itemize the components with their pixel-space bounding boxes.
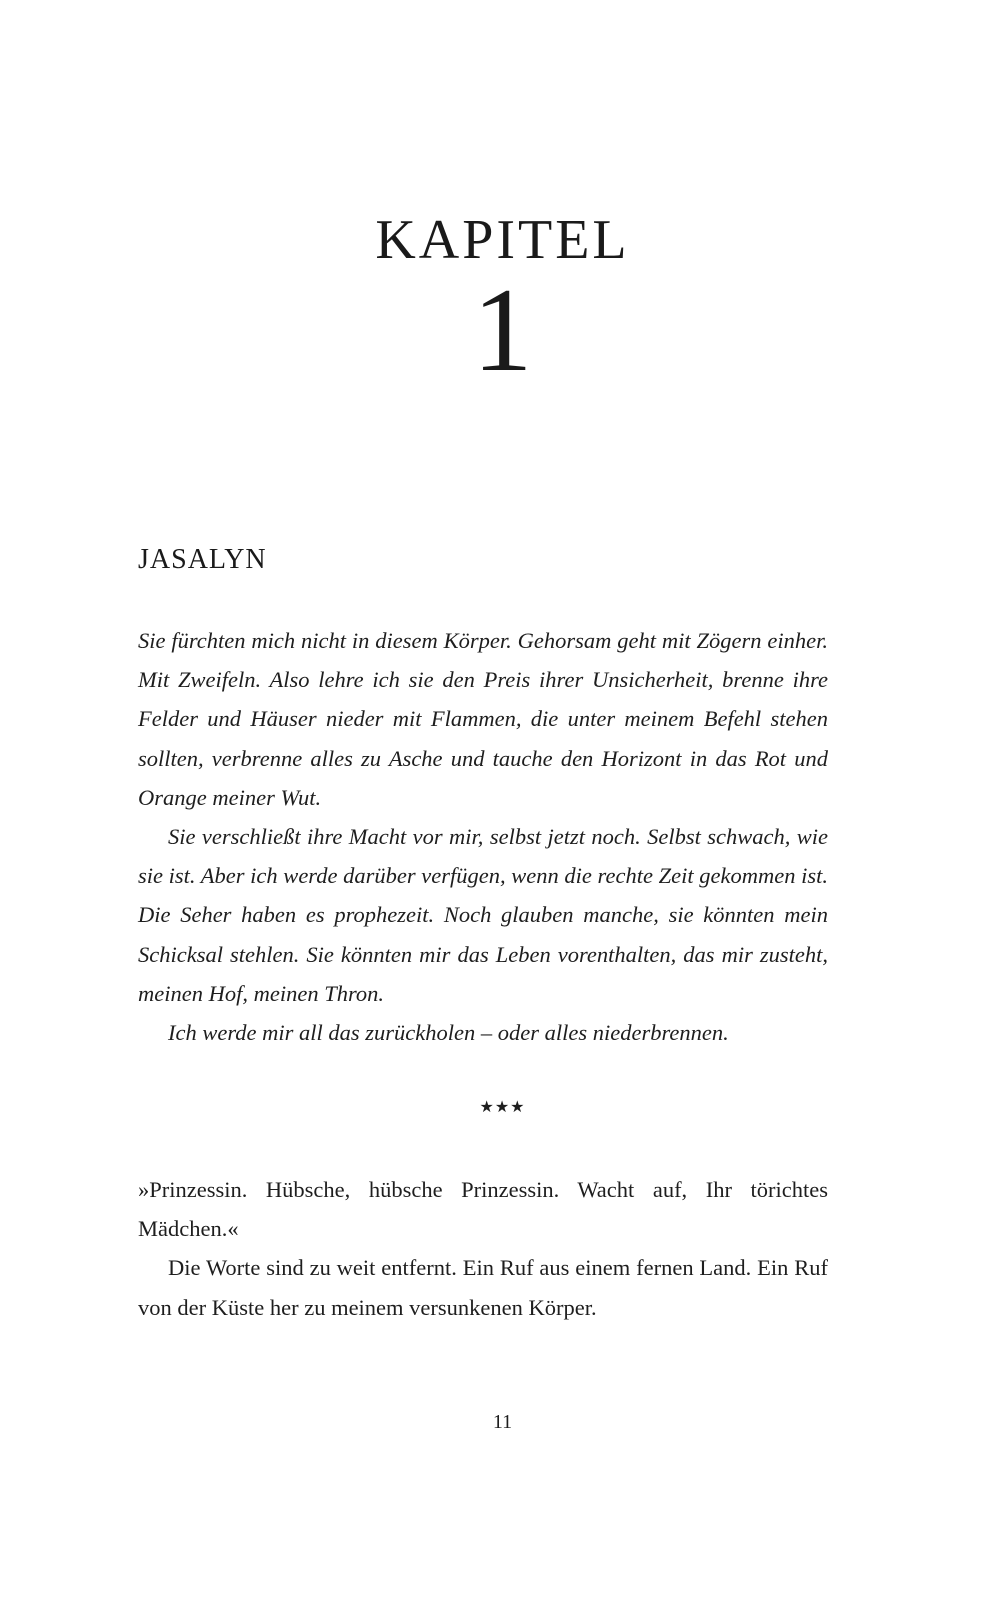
italic-paragraph: Sie verschließt ihre Macht vor mir, selbst jetzt noch. Selbst schwach, wie sie ist. Aber ich werde darüber verfügen, wenn die rechte Zeit gekommen ist. Die Seher haben es prophezeit. Noch glauben manche, sie könnten mein Schicksal stehlen. Sie könnten mir das Leben vorenthalten, das mir zusteht, meinen Hof, meinen Thron. [138, 824, 828, 1006]
chapter-number: 1 [472, 263, 533, 396]
body-paragraph: Die Worte sind zu weit entfernt. Ein Ruf aus einem fernen Land. Ein Ruf von der Küste her zu meinem versunkenen Körper. [138, 1255, 828, 1320]
italic-paragraph: Ich werde mir all das zurückholen – oder alles niederbrennen. [168, 1020, 729, 1046]
body-text [138, 1170, 828, 1327]
chapter-label: KAPITEL [375, 209, 630, 271]
page-number: 11 [492, 1411, 513, 1433]
italic-prologue-text [138, 621, 828, 1052]
body-paragraph: »Prinzessin. Hübsche, hübsche Prinzessin. Wacht auf, Ihr törichtes Mädchen.« [138, 1177, 828, 1242]
pov-character-name: JASALYN [138, 544, 267, 575]
scene-break-stars: ★★★ [479, 1097, 526, 1116]
italic-paragraph: Sie fürchten mich nicht in diesem Körper. Gehorsam geht mit Zögern einher. Mit Zweifeln. Also lehre ich sie den Preis ihrer Unsicherheit, brenne ihre Felder und Häuser nieder mit Flammen, die unter meinem Befehl stehen sollten, verbrenne alles zu Asche und tauche den Horizont in das Rot und Orange meiner Wut. [138, 628, 828, 810]
